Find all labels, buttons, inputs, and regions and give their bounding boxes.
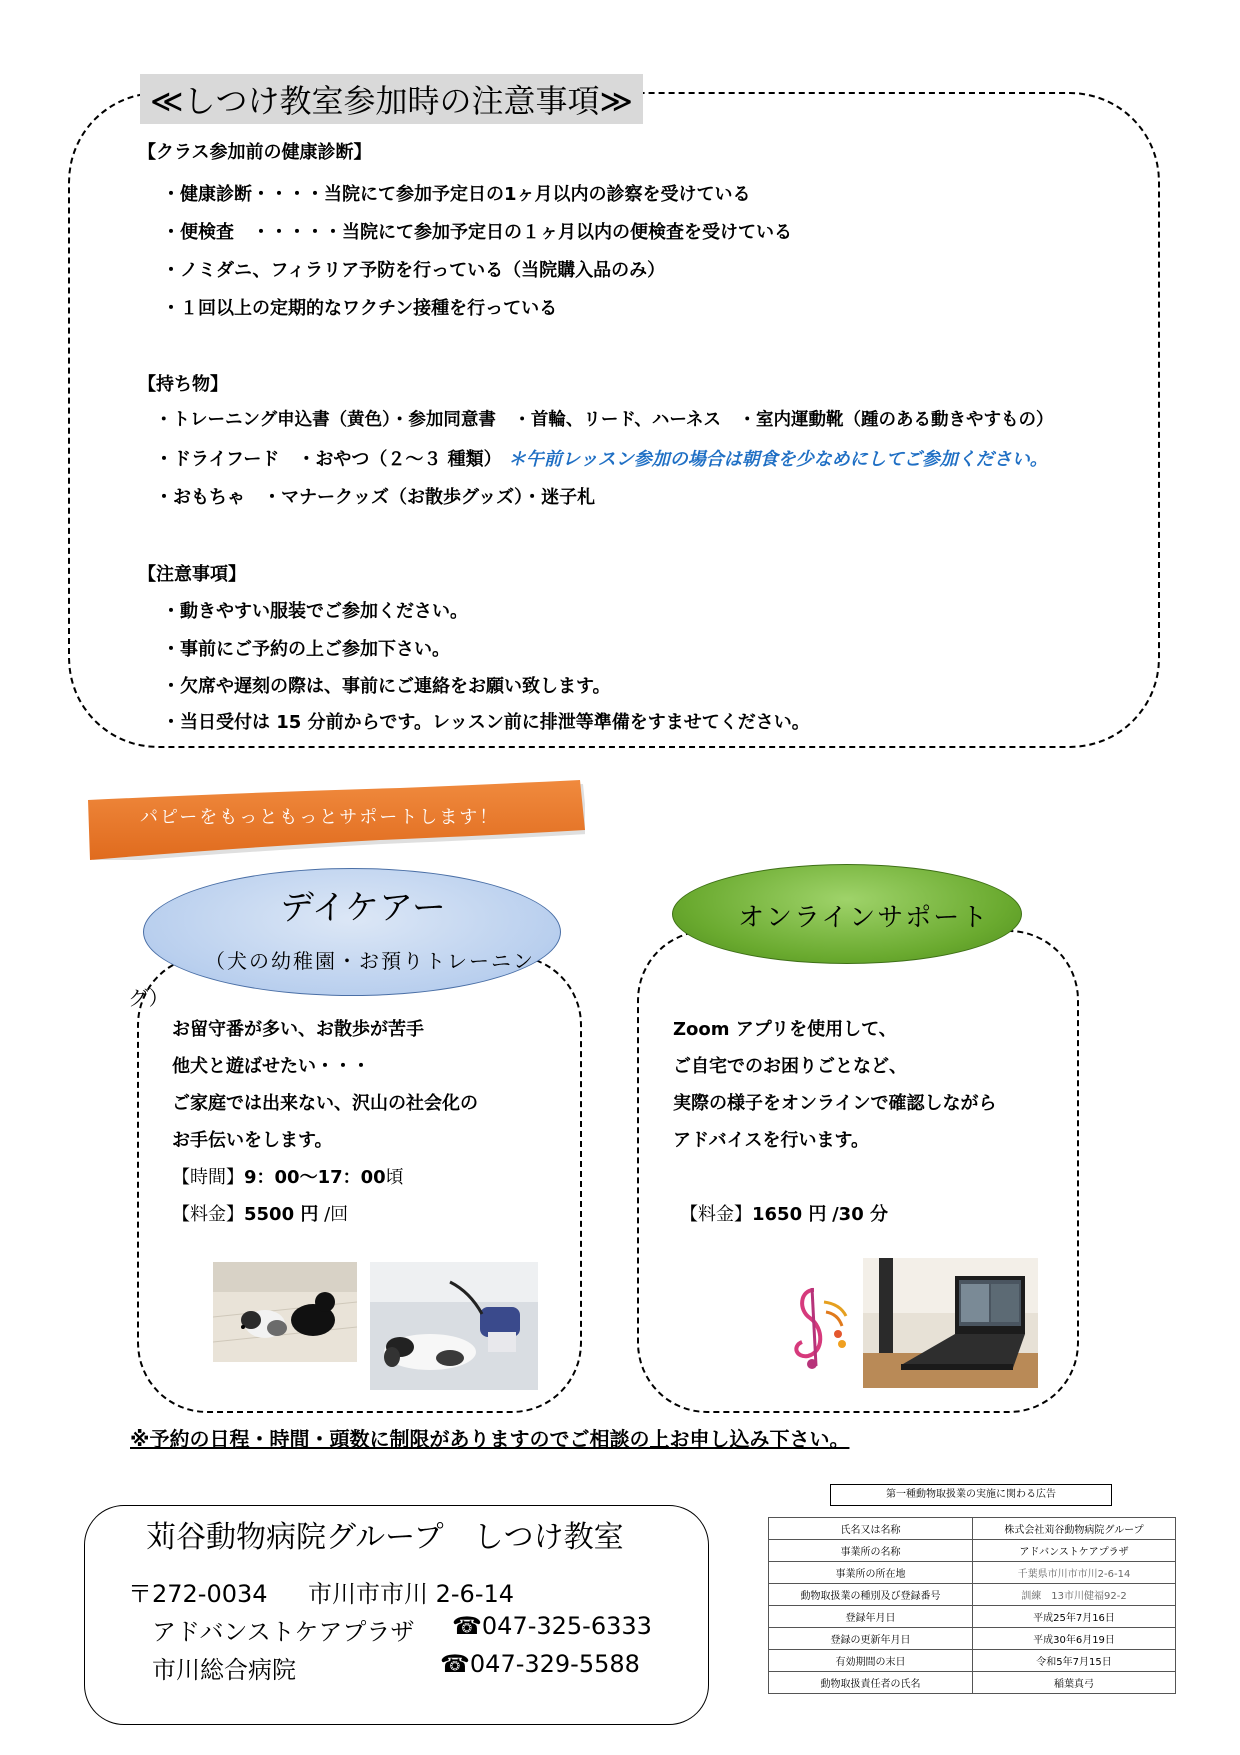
caution-item-1: ・動きやすい服装でご参加ください。 — [162, 601, 468, 622]
daycare-time-value: 9：00～17：00 — [244, 1167, 386, 1188]
reg-value: 株式会社苅谷動物病院グループ — [973, 1518, 1176, 1540]
site1-phone — [452, 1612, 652, 1640]
online-fee-value: 1650 円 — [752, 1204, 827, 1225]
table-row — [769, 1628, 1176, 1650]
belongings-line-2 — [155, 445, 1048, 471]
daycare-fee-label: 【料金】 — [172, 1204, 244, 1225]
notes-title: ≪しつけ教室参加時の注意事項≫ — [140, 74, 643, 124]
morning-lesson-note: ＊午前レッスン参加の場合は朝食を少なめにしてご参加ください。 — [507, 449, 1048, 470]
belongings-heading: 【持ち物】 — [138, 374, 228, 395]
banner-text: パピーをもっともっとサポートします！ — [140, 807, 500, 828]
reg-label: 氏名又は名称 — [769, 1518, 973, 1540]
daycare-line-1: お留守番が多い、お散歩が苦手 — [172, 1019, 424, 1040]
reg-label: 有効期間の末日 — [769, 1650, 973, 1672]
reservation-note: ※予約の日程・時間・頭数に制限がありますのでご相談の上お申し込み下さい。 — [130, 1427, 850, 1451]
daycare-time-suffix: 頃 — [385, 1167, 404, 1188]
table-row — [769, 1606, 1176, 1628]
phone-icon: ☎ — [440, 1650, 470, 1678]
caution-item-3: ・欠席や遅刻の際は、事前にご連絡をお願い致します。 — [162, 676, 611, 697]
daycare-line-2: 他犬と遊ばせたい・・・ — [172, 1056, 370, 1077]
table-row — [769, 1562, 1176, 1584]
online-line-3: 実際の様子をオンラインで確認しながら — [673, 1093, 997, 1114]
registration-table — [768, 1517, 1176, 1694]
table-row — [769, 1584, 1176, 1606]
online-fee-label: 【料金】 — [680, 1204, 752, 1225]
health-item-2: ・便検査 ・・・・・当院にて参加予定日の１ヶ月以内の便検査を受けている — [162, 222, 792, 243]
daycare-fee — [172, 1200, 348, 1226]
contact-address: 市川市市川 2-6-14 — [308, 1580, 515, 1608]
reg-value: アドバンストケアプラザ — [973, 1540, 1176, 1562]
caution-item-2: ・事前にご予約の上ご参加下さい。 — [162, 639, 450, 660]
reg-value: 稲葉真弓 — [973, 1672, 1176, 1694]
daycare-subtitle-wrap: グ） — [128, 986, 169, 1010]
daycare-time-label: 【時間】 — [172, 1167, 244, 1188]
site2-phone — [440, 1650, 640, 1678]
reg-value: 令和5年7月15日 — [973, 1650, 1176, 1672]
reg-label: 動物取扱業の種別及び登録番号 — [769, 1584, 973, 1606]
contact-title: 苅谷動物病院グループ しつけ教室 — [146, 1520, 624, 1555]
table-row — [769, 1518, 1176, 1540]
daycare-line-4: お手伝いをします。 — [172, 1130, 333, 1151]
daycare-line-3: ご家庭では出来ない、沢山の社会化の — [172, 1093, 478, 1114]
dogs-playing-photo — [213, 1262, 357, 1362]
dog-resting-photo — [370, 1262, 538, 1390]
site2-name: 市川総合病院 — [152, 1656, 296, 1684]
table-row — [769, 1650, 1176, 1672]
online-title: オンラインサポート — [738, 903, 990, 933]
belongings-line-3: ・おもちゃ ・マナークッズ（お散歩グッズ）・迷子札 — [155, 487, 596, 508]
table-row — [769, 1672, 1176, 1694]
contact-postal: 〒272-0034 — [128, 1580, 268, 1608]
reg-value: 平成30年6月19日 — [973, 1628, 1176, 1650]
online-fee — [680, 1200, 888, 1226]
reg-label: 登録の更新年月日 — [769, 1628, 973, 1650]
belongings-line-1: ・トレーニング申込書（黄色）・参加同意書 ・首輪、リード、ハーネス ・室内運動靴（踵のある動きやすもの） — [155, 410, 1054, 430]
online-line-1: Zoom アプリを使用して、 — [673, 1019, 897, 1040]
daycare-fee-value: 5500 円 — [244, 1204, 319, 1225]
phone-icon: ☎ — [452, 1612, 482, 1640]
reg-label: 登録年月日 — [769, 1606, 973, 1628]
caution-item-4: ・当日受付は 15 分前からです。レッスン前に排泄等準備をすませてください。 — [162, 712, 810, 733]
daycare-fee-suffix: /回 — [324, 1204, 349, 1225]
health-item-4: ・１回以上の定期的なワクチン接種を行っている — [162, 298, 558, 319]
cautions-heading: 【注意事項】 — [138, 564, 246, 585]
belongings-line-2-text: ・ドライフード ・おやつ（２～３ 種類） — [155, 449, 502, 470]
site1-name: アドバンストケアプラザ — [152, 1618, 415, 1646]
daycare-time — [172, 1163, 404, 1189]
laptop-online-photo — [863, 1258, 1038, 1388]
health-item-3: ・ノミダニ、フィラリア予防を行っている（当院購入品のみ） — [162, 260, 666, 281]
reg-value: 平成25年7月16日 — [973, 1606, 1176, 1628]
reg-value: 千葉県市川市市川2-6-14 — [973, 1562, 1176, 1584]
reg-label: 事業所の所在地 — [769, 1562, 973, 1584]
online-line-2: ご自宅でのお困りごとなど、 — [673, 1056, 907, 1077]
reg-label: 動物取扱責任者の氏名 — [769, 1672, 973, 1694]
health-heading: 【クラス参加前の健康診断】 — [138, 142, 372, 163]
table-row — [769, 1540, 1176, 1562]
daycare-subtitle: （犬の幼稚園・お預りトレーニン — [205, 949, 535, 973]
site2-tel: 047-329-5588 — [469, 1650, 640, 1678]
reg-value: 訓練 13市川健福92-2 — [973, 1584, 1176, 1606]
reg-label: 事業所の名称 — [769, 1540, 973, 1562]
online-line-4: アドバイスを行います。 — [673, 1130, 870, 1151]
site1-tel: 047-325-6333 — [481, 1612, 652, 1640]
online-fee-suffix: /30 分 — [832, 1204, 888, 1225]
health-item-1: ・健康診断・・・・当院にて参加予定日の1ヶ月以内の診察を受けている — [162, 184, 751, 205]
daycare-title: デイケアー — [280, 888, 446, 928]
registration-title: 第一種動物取扱業の実施に関わる広告 — [830, 1484, 1112, 1506]
music-note-icon — [780, 1282, 850, 1370]
